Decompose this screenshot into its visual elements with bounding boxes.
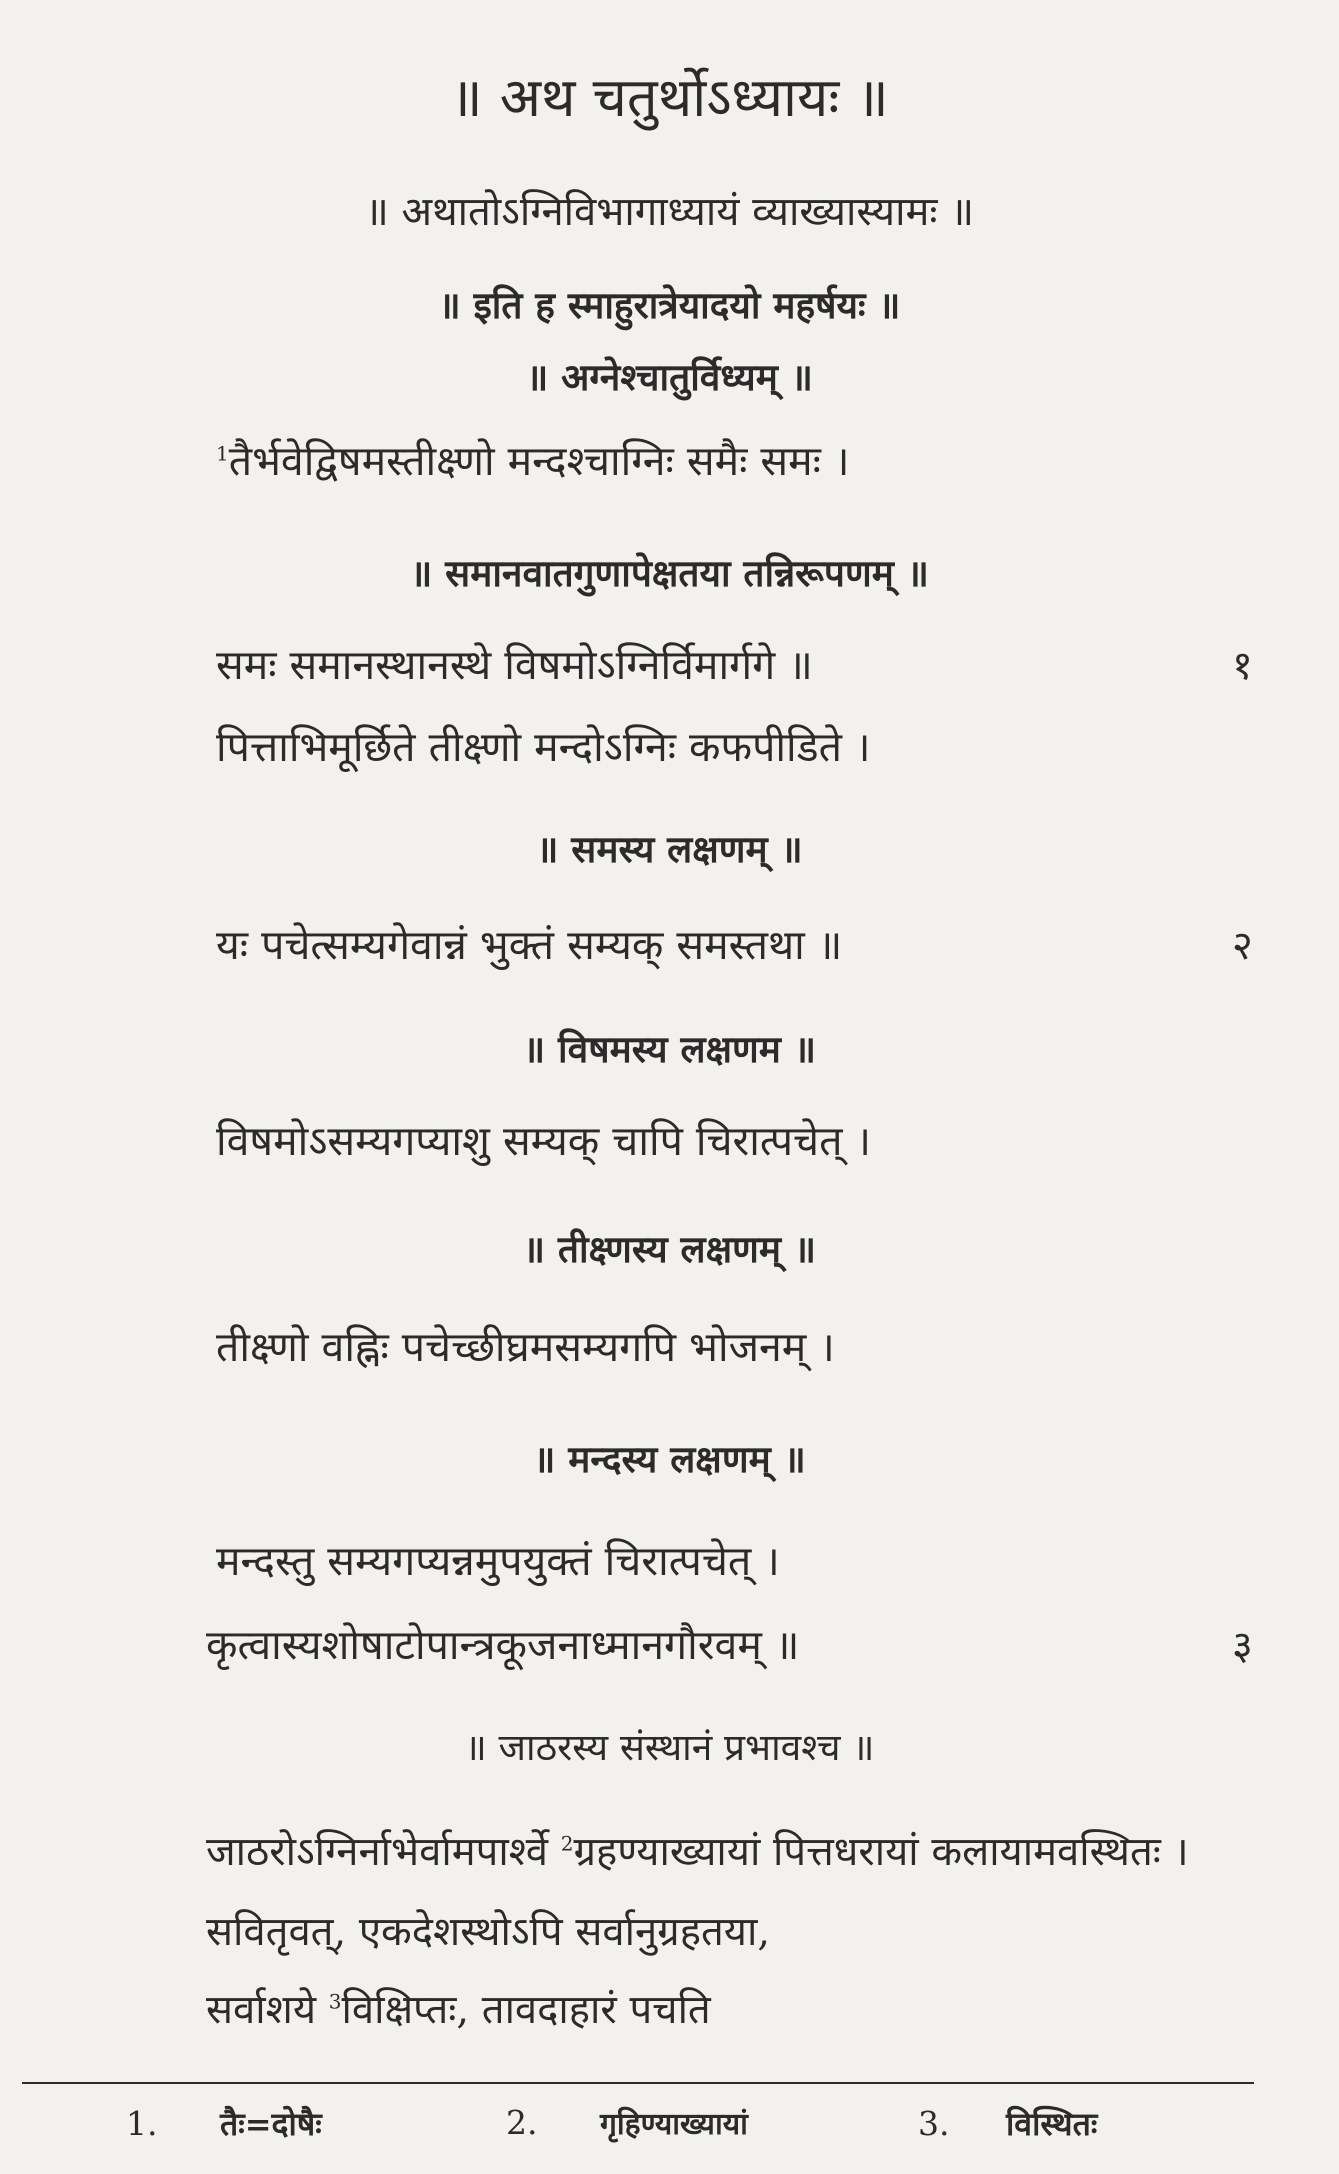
footnote-text: विस्थितः <box>1006 2105 1098 2143</box>
heading-vishama: ॥ विषमस्य लक्षणम ॥ <box>523 1027 816 1071</box>
footnote-number: 1. <box>126 2104 158 2143</box>
footnote-number: 2. <box>506 2103 538 2142</box>
verse-1a: समः समानस्थानस्थे विषमोऽग्निर्विमार्गगे ॥ <box>216 641 813 689</box>
verse-3b: कृत्वास्यशोषाटोपान्त्रकूजनाध्मानगौरवम् ॥ <box>206 1621 800 1669</box>
footnote-mark: 2 <box>560 1831 574 1856</box>
verse-3a: मन्दस्तु सम्यगप्यन्नमुपयुक्तं चिरात्पचेत् । <box>216 1537 780 1585</box>
footnote-number: 3. <box>918 2104 950 2143</box>
prose-1 <box>206 1822 1189 1877</box>
heading-tikshna: ॥ तीक्ष्णस्य लक्षणम् ॥ <box>522 1227 817 1271</box>
footnote-2 <box>506 2102 748 2143</box>
verse-number: १ <box>1232 643 1253 689</box>
intro-line: ॥ अथातोऽग्निविभागाध्यायं व्याख्यास्यामः ॥ <box>364 189 975 235</box>
heading-jathara: ॥ जाठरस्य संस्थानं प्रभावश्च ॥ <box>464 1726 875 1769</box>
verse-2: यः पचेत्सम्यगेवान्नं भुक्तं सम्यक् समस्तथा ॥ <box>216 921 843 969</box>
prose-2: सवितृवत्, एकदेशस्थोऽपि सर्वानुग्रहतया, <box>206 1909 771 1955</box>
footnote-mark: 3 <box>328 1989 342 2014</box>
verse-a <box>216 432 850 488</box>
heading-samana: ॥ समानवातगुणापेक्षतया तन्निरूपणम् ॥ <box>410 551 929 595</box>
prose-1-before: जाठरोऽग्निर्नाभेर्वामपार्श्वे <box>206 1829 561 1875</box>
footnote-3 <box>918 2102 1097 2145</box>
heading-chaturvidhya: ॥ अग्नेश्चातुर्विध्यम् ॥ <box>526 355 813 399</box>
verse-tikshna: तीक्ष्णो वह्निः पचेच्छीघ्रमसम्यगपि भोजनम् । <box>216 1323 835 1371</box>
verse-vishama: विषमोऽसम्यगप्याशु सम्यक् चापि चिरात्पचेत् । <box>216 1117 872 1165</box>
prose-3 <box>206 1980 711 2035</box>
chapter-title: ॥ अथ चतुर्थोऽध्यायः ॥ <box>450 66 889 129</box>
prose-1-after: ग्रहण्याख्यायां पित्तधरायां कलायामवस्थितः । <box>573 1829 1189 1875</box>
verse-1b: पित्ताभिमूर्छिते तीक्ष्णो मन्दोऽग्निः कफपीडिते । <box>216 723 871 771</box>
heading-sama: ॥ समस्य लक्षणम् ॥ <box>536 827 803 871</box>
verse-a-text: तैर्भवेद्विषमस्तीक्ष्णो मन्दश्चाग्निः समैः समः । <box>228 437 850 485</box>
iti-line: ॥ इति ह स्माहुरात्रेयादयो महर्षयः ॥ <box>438 283 901 327</box>
footnote-mark: 1 <box>216 441 229 466</box>
footnote-divider <box>22 2082 1254 2084</box>
prose-3-after: विक्षिप्तः, तावदाहारं पचति <box>341 1987 711 2033</box>
footnote-text: तैः=दोषैः <box>220 2105 322 2143</box>
footnote-text: गृहिण्याख्यायां <box>600 2107 748 2142</box>
prose-3-before: सर्वाशये <box>206 1987 329 2033</box>
footnote-1 <box>126 2102 322 2145</box>
heading-manda: ॥ मन्दस्य लक्षणम् ॥ <box>533 1437 806 1481</box>
verse-number: ३ <box>1232 1623 1253 1669</box>
verse-number: २ <box>1232 923 1253 969</box>
